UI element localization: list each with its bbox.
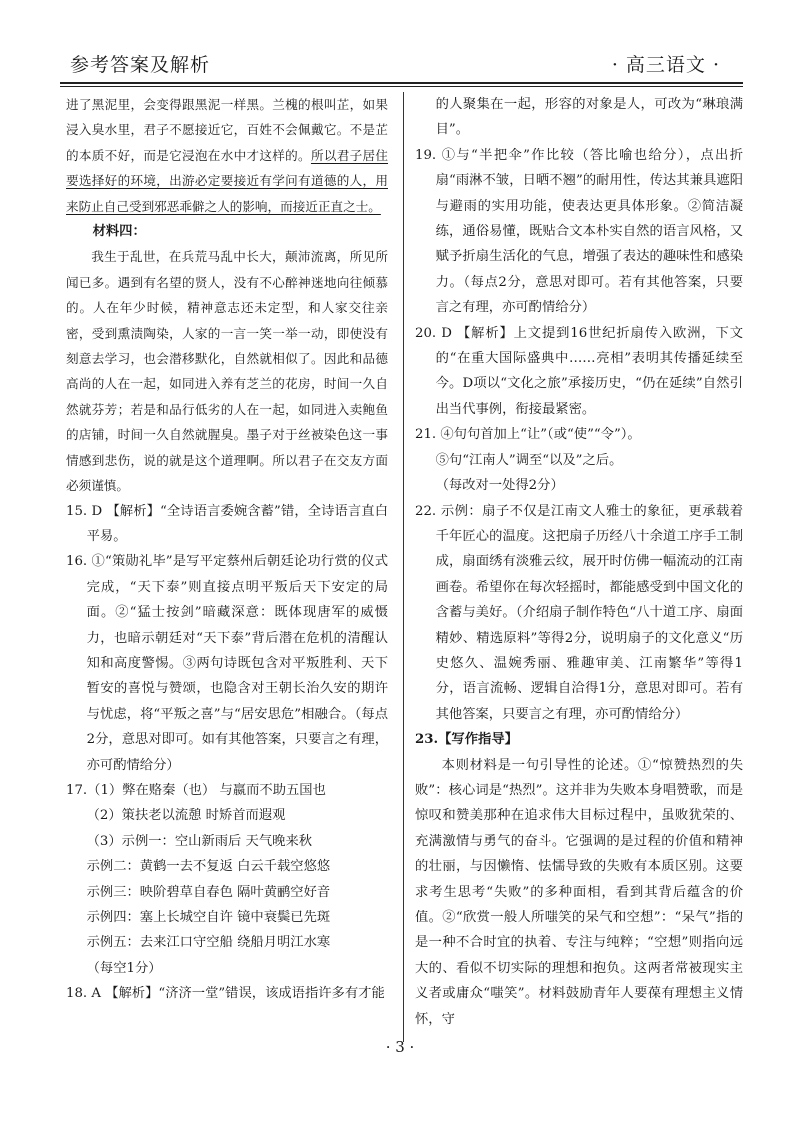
answer-23-text: 本则材料是一句引导性的论述。①“惊赞热烈的失败”：核心词是“热烈”。这并非为失败本身唱赞歌，而是惊叹和赞美那种在追求伟大目标过程中，虽败犹荣的、充满激情与勇气的奋斗。它强调的是过程的价值和精神的壮丽，与因懒惰、怯懦导致的失败有本质区别。这要求考生思考“失败”的多种面相，看到其背后蕴含的价值。②“欣赏一般人所嗤笑的呆气和空想”：“呆气”指的是一种不合时宜的执着、专注与纯粹；“空想”则指向远大的、看似不切实际的理想和抱负。这两者常被现实主义者或庸众“嗤笑”。材料鼓励青年人要葆有理想主义情怀，守 [415,757,743,1027]
answer-21-2: ⑤句“江南人”调至“以及”之后。 [435,452,623,468]
material3-text-plain: 进了黑泥里，会变得跟黑泥一样黑。兰槐的根叫芷，如果浸入臭水里，君子不愿接近它，百姓不会佩戴它。不是芷的本质不好，而是它浸泡在水中才这样的。 [66,97,388,163]
answer-19: 19. ①与“半把伞”作比较（答比喻也给分），点出折扇“雨淋不皱，日晒不翘”的耐用性，传达其兼具遮阳与避雨的实用功能，使表达更具体形象。②简洁凝练，通俗易懂，既贴合文本朴实自然的语言风格，又赋予折扇生活化的气息，增强了表达的趣味性和感染力。（每点2分，意思对即可。若有其他答案，只要言之有理，亦可酌情给分） [415,147,743,316]
left-column [66,92,388,1007]
header-title: 参考答案及解析 [70,54,211,76]
answer-17-example-5: 示例五：去来江口守空船 绕船月明江水寒 [86,935,331,951]
answer-17-example-4: 示例四：塞上长城空自许 镜中衰鬓已先斑 [86,910,331,925]
right-column [415,92,743,1032]
column-divider [403,92,404,1042]
answer-18: 18. A 【解析】“济济一堂”错误，该成语指许多有才能 [66,986,385,1002]
material4-title: 材料四： [92,224,146,240]
answer-18-continued: 的人聚集在一起，形容的对象是人，可改为“琳琅满目”。 [435,97,743,138]
answer-16: 16. ①“策勋礼毕”是写平定蔡州后朝廷论功行赏的仪式完成，“天下泰”则直接点明平叛后天下安定的局面。②“猛士按剑”暗藏深意：既体现唐军的威慑力，也暗示朝廷对“天下泰”背后潜在危机的清醒认知和高度警惕。③两句诗既包含对平叛胜利、天下暂安的喜悦与赞颂，也隐含对王朝长治久安的期许与忧虑，将“平叛之喜”与“居安思危”相融合。（每点2分，意思对即可。如有其他答案，只要言之有理，亦可酌情给分） [66,554,388,773]
answer-17-1: 17.（1）弊在赂秦（也） 与嬴而不助五国也 [66,782,326,798]
answer-17-score: （每空1分） [86,960,162,976]
answer-21-score: （每改对一处得2分） [435,478,564,494]
answer-17-example-2: 示例二：黄鹤一去不复返 白云千载空悠悠 [86,859,331,875]
material4-text: 我生于乱世，在兵荒马乱中长大，颠沛流离，所见所闻已多。遇到有名望的贤人，没有不心醉神迷地向往倾慕的。人在年少时候，精神意志还未定型，和人家交往亲密，受到熏渍陶染，人家的一言一笑一举一动，即使没有刻意去学习，也会潜移默化，自然就相似了。因此和品德高尚的人在一起，如同进入养有芝兰的花房，时间一久自然就芬芳；若是和品行低劣的人在一起，如同进入卖鲍鱼的店铺，时间一久自然就腥臭。墨子对于丝被染色这一事情感到悲伤，说的就是这个道理啊。所以君子在交友方面必须谨慎。 [66,249,388,494]
answer-17-3: （3）示例一：空山新雨后 天气晚来秋 [86,833,313,849]
answer-17-2: （2）策扶老以流憩 时矫首而遐观 [86,808,286,824]
answer-15: 15. D 【解析】“全诗语言委婉含蓄”错，全诗语言直白平易。 [66,503,388,544]
material3-text-underlined: 所以君子居住要选择好的环境，出游必定要接近有学问有道德的人，用来防止自己受到邪恶乖僻之人的影响，而接近正直之士。 [66,147,389,214]
answer-22: 22. 示例：扇子不仅是江南文人雅士的象征，更承载着千年匠心的温度。这把扇子历经八十余道工序手工制成，扇面绣有淡雅云纹，展开时仿佛一幅流动的江南画卷。希望你在每次轻摇时，都能感受到中国文化的含蓄与美好。（介绍扇子制作特色“八十道工序、扇面精妙、精选原料”等得2分，说明扇子的文化意义“历史悠久、温婉秀丽、雅趣审美、江南繁华”等得1分，语言流畅、逻辑自洽得1分，意思对即可。若有其他答案，只要言之有理，亦可酌情给分） [415,503,743,722]
answer-17-example-3: 示例三：映阶碧草自春色 隔叶黄鹂空好音 [86,884,331,900]
answer-21-1: 21. ④句句首加上“让”（或“使”“令”）。 [415,427,641,443]
answer-23-title: 23.【写作指导】 [415,732,518,748]
header-rule-thin [60,86,743,87]
header-rule-thick [60,82,743,84]
material3-text [66,92,388,219]
page-number: · 3 · [385,1038,415,1056]
answer-20: 20. D 【解析】上文提到16世纪折扇传入欧洲，下文的“在重大国际盛典中……亮相”表明其传播延续至今。D项以“文化之旅”承接历史，“仍在延续”自然引出当代事例，衔接最紧密。 [415,325,743,417]
header-subject: · 高三语文 · [611,54,720,76]
